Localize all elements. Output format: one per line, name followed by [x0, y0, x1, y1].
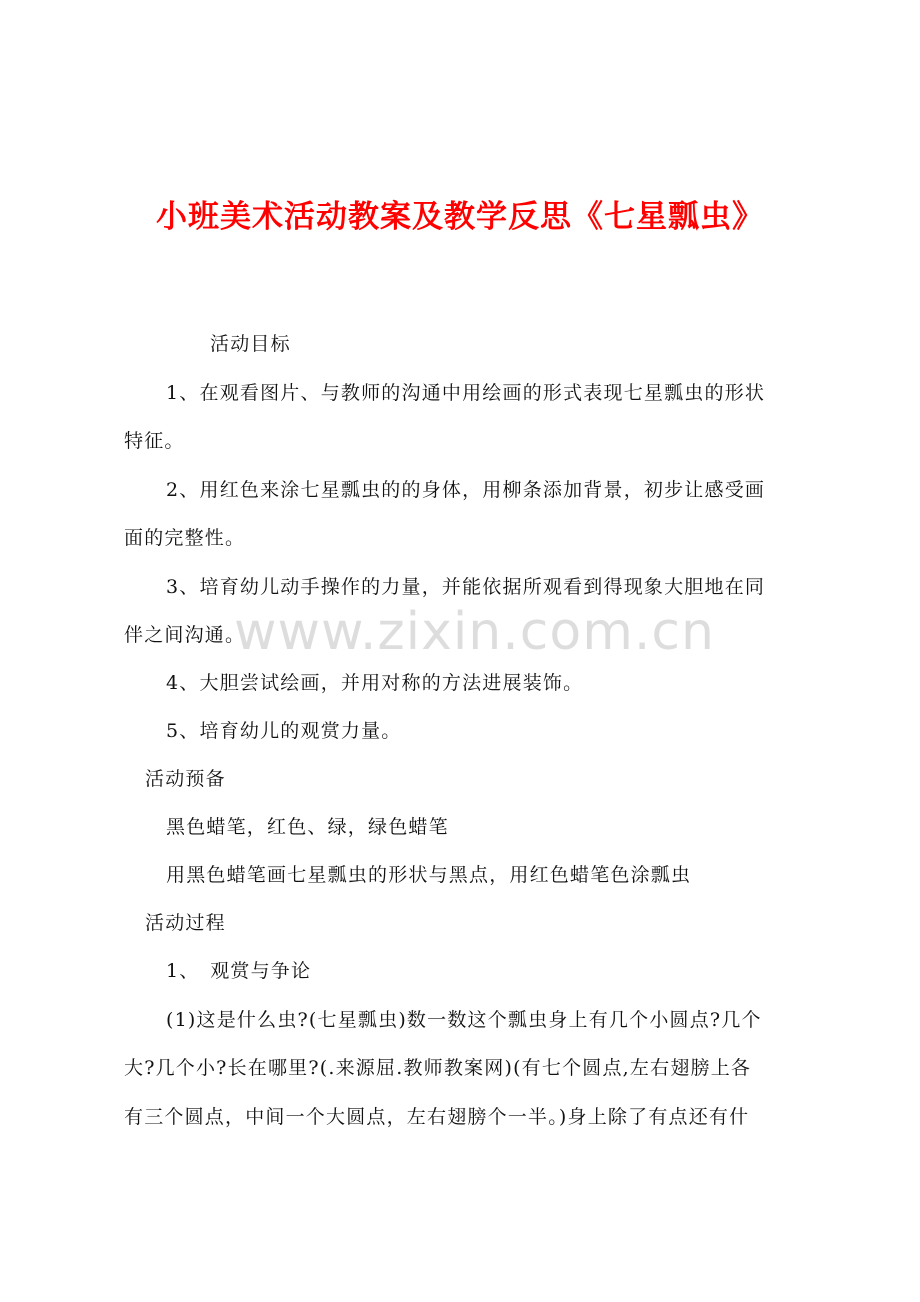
paragraph-line: 1、在观看图片、与教师的沟通中用绘画的形式表现七星瓢虫的形状 — [166, 382, 766, 404]
document-title: 小班美术活动教案及教学反思《七星瓢虫》 — [156, 199, 764, 235]
paragraph-line: 伴之间沟通。 — [124, 624, 246, 646]
paragraph-line: 黑色蜡笔，红色、绿，绿色蜡笔 — [166, 816, 449, 838]
paragraph-line: 特征。 — [124, 430, 185, 452]
paragraph-line: 大?几个小?长在哪里?(.来源屈.教师教案网)(有七个圆点,左右翅膀上各 — [124, 1057, 752, 1079]
paragraph-line: 4、大胆尝试绘画，并用对称的方法进展装饰。 — [166, 672, 584, 694]
paragraph-line: 1、 观赏与争论 — [166, 960, 312, 982]
paragraph-line: 有三个圆点，中间一个大圆点，左右翅膀个一半。)身上除了有点还有什 — [124, 1106, 750, 1128]
section-heading-preparation: 活动预备 — [145, 768, 226, 790]
paragraph-line: (1)这是什么虫?(七星瓢虫)数一数这个瓢虫身上有几个小圆点?几个 — [166, 1009, 762, 1031]
paragraph-line: 3、培育幼儿动手操作的力量，并能依据所观看到得现象大胆地在同 — [166, 576, 766, 598]
paragraph-line: 用黑色蜡笔画七星瓢虫的形状与黑点，用红色蜡笔色涂瓢虫 — [166, 864, 692, 886]
watermark-text: www.zixin.com.cn — [234, 602, 715, 662]
section-heading-goals: 活动目标 — [210, 333, 291, 355]
section-heading-process: 活动过程 — [145, 912, 226, 934]
paragraph-line: 2、用红色来涂七星瓢虫的的身体，用柳条添加背景，初步让感受画 — [166, 479, 766, 501]
paragraph-line: 面的完整性。 — [124, 527, 246, 549]
paragraph-line: 5、培育幼儿的观赏力量。 — [166, 720, 402, 742]
